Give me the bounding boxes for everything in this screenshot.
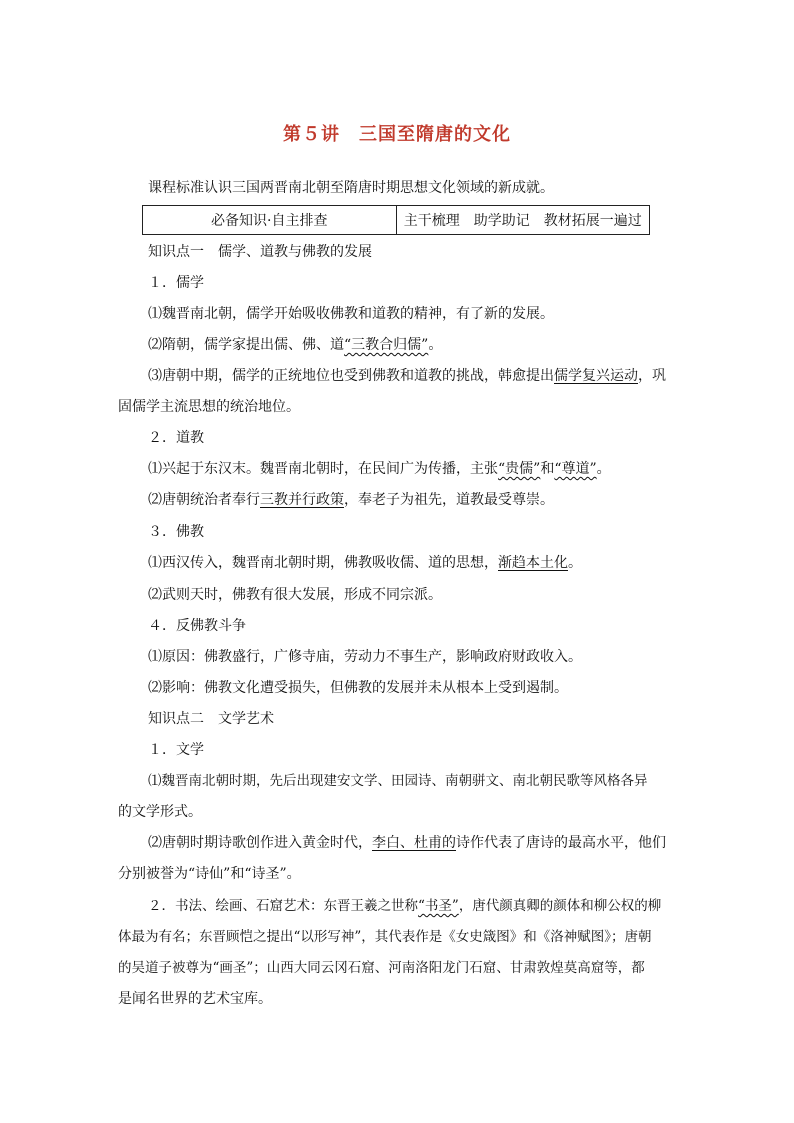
text-run: ，巩 — [638, 368, 666, 384]
kp1-s2-line2 — [148, 490, 554, 510]
text-run: ⑵唐朝时期诗歌创作进入黄金时代， — [148, 835, 372, 851]
kp2-s2-line1 — [148, 896, 661, 916]
kp1-s3-title: ３．佛教 — [148, 524, 204, 540]
kp1-s4-line1: ⑴原因：佛教盛行，广修寺庙，劳动力不事生产，影响政府财政收入。 — [148, 649, 582, 665]
text-run: 和 — [540, 461, 555, 477]
text-run: ，唐代颜真卿的颜体和柳公权的柳 — [458, 898, 662, 914]
key-term: 三教并行政策 — [260, 492, 344, 508]
kp2-s1-line2: 的文学形式。 — [118, 804, 202, 820]
kp2-heading: 知识点二 文学艺术 — [148, 711, 274, 727]
kp1-s1-title: １．儒学 — [148, 275, 204, 291]
text-run: 。 — [596, 461, 611, 477]
kp1-s4-title: ４．反佛教斗争 — [148, 618, 246, 634]
text-run: 诗作代表了唐诗的最高水平，他们 — [456, 835, 666, 851]
kp1-s3-line1 — [148, 553, 582, 573]
kp2-s1-line1: ⑴魏晋南北朝时期，先后出现建安文学、田园诗、南朝骈文、南北朝民歌等风格各异 — [148, 773, 648, 789]
kp2-s2-line2: 体最为有名；东晋顾恺之提出“以形写神”，其代表作是《女史箴图》和《洛神赋图》；唐朝 — [118, 929, 652, 945]
text-run: ２．书法、绘画、石窟艺术：东晋王羲之世称 — [148, 898, 418, 914]
key-term: 李白、杜甫的 — [372, 835, 456, 851]
kp1-heading: 知识点一 儒学、道教与佛教的发展 — [148, 244, 372, 260]
kp2-s1-line4: 分别被誉为“诗仙”和“诗圣”。 — [118, 866, 301, 882]
text-run: ⑵唐朝统治者奉行 — [148, 492, 260, 508]
text-run: 。 — [428, 337, 443, 353]
key-term: “尊道” — [554, 461, 597, 477]
text-run: ⑶唐朝中期，儒学的正统地位也受到佛教和道教的挑战，韩愈提出 — [148, 368, 554, 384]
kp2-s2-line4: 是闻名世界的艺术宝库。 — [118, 991, 272, 1007]
text-run: ⑴兴起于东汉末。魏晋南北朝时，在民间广为传播，主张 — [148, 461, 498, 477]
kp1-s1-line4: 固儒学主流思想的统治地位。 — [118, 399, 300, 415]
banner-left: 必备知识·自主排查 — [211, 213, 328, 229]
kp2-s1-line3 — [148, 833, 666, 853]
kp1-s3-line2: ⑵武则天时，佛教有很大发展，形成不同宗派。 — [148, 587, 442, 603]
text-run: 。 — [568, 555, 582, 571]
key-term: “书圣” — [418, 898, 459, 914]
key-term: “三教合归儒” — [344, 337, 429, 353]
section-banner — [142, 205, 650, 235]
kp1-s1-line1: ⑴魏晋南北朝，儒学开始吸收佛教和道教的精神，有了新的发展。 — [148, 306, 554, 322]
lesson-title: 第５讲 三国至隋唐的文化 — [283, 124, 511, 145]
kp2-s1-title: １．文学 — [148, 742, 204, 758]
key-term: “贵儒” — [498, 461, 541, 477]
banner-right: 主干梳理 助学助记 教材拓展一遍过 — [396, 206, 650, 234]
kp1-s1-line3 — [148, 366, 666, 386]
kp1-s4-line2: ⑵影响：佛教文化遭受损失，但佛教的发展并未从根本上受到遏制。 — [148, 680, 568, 696]
key-term: 渐趋本土化 — [498, 555, 568, 571]
kp1-s2-line1 — [148, 459, 611, 479]
kp1-s1-line2 — [148, 335, 442, 355]
text-run: ⑵隋朝，儒学家提出儒、佛、道 — [148, 337, 344, 353]
kp1-s2-title: ２．道教 — [148, 430, 204, 446]
text-run: ，奉老子为祖先，道教最受尊崇。 — [344, 492, 554, 508]
curriculum-standard: 课程标准认识三国两晋南北朝至隋唐时期思想文化领域的新成就。 — [148, 180, 554, 196]
key-term: 儒学复兴运动 — [554, 368, 638, 384]
kp2-s2-line3: 的吴道子被尊为“画圣”；山西大同云冈石窟、河南洛阳龙门石窟、甘肃敦煌莫高窟等，都 — [118, 960, 645, 976]
text-run: ⑴西汉传入，魏晋南北朝时期，佛教吸收儒、道的思想， — [148, 555, 498, 571]
